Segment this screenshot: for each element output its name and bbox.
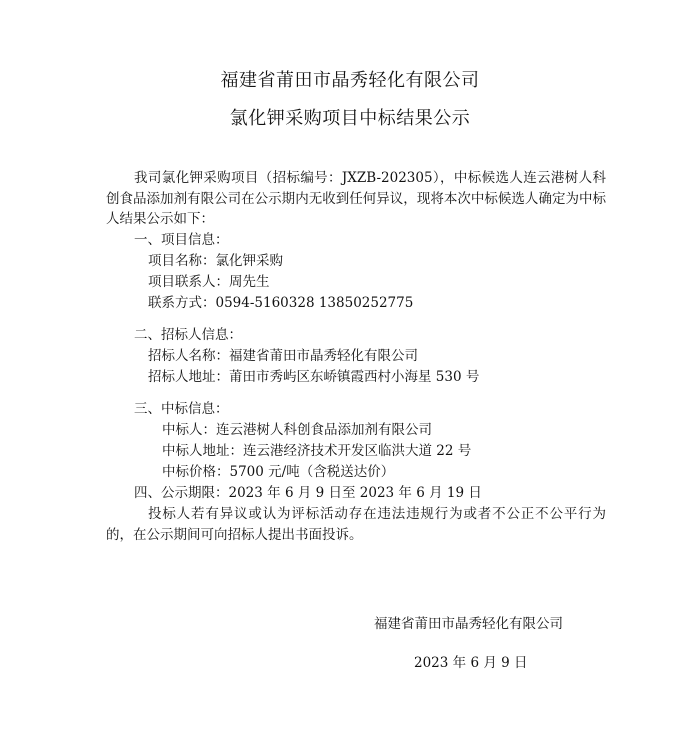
- section4-heading: 四、公示期限：2023 年 6 月 9 日至 2023 年 6 月 19 日: [134, 485, 482, 501]
- project-name: 项目名称：氯化钾采购: [148, 253, 283, 269]
- document-title: 氯化钾采购项目中标结果公示: [229, 108, 471, 129]
- project-contact: 项目联系人：周先生: [148, 274, 270, 290]
- signature-date: 2023 年 6 月 9 日: [414, 655, 528, 671]
- winner-name: 中标人：连云港树人科创食品添加剂有限公司: [162, 422, 432, 438]
- section2-heading: 二、招标人信息：: [134, 327, 242, 343]
- intro-paragraph: 我司氯化钾采购项目（招标编号：JXZB-202305），中标候选人连云港树人科创食品添加剂有限公司在公示期内无收到任何异议，现将本次中标候选人确定为中标人结果公示如下：: [106, 170, 606, 227]
- company-title: 福建省莆田市晶秀轻化有限公司: [220, 70, 480, 91]
- section3-heading: 三、中标信息：: [134, 401, 229, 417]
- winner-address: 中标人地址：连云港经济技术开发区临洪大道 22 号: [162, 443, 472, 459]
- tenderer-address: 招标人地址：莆田市秀屿区东峤镇霞西村小海星 530 号: [148, 369, 480, 385]
- project-phone: 联系方式：0594-5160328 13850252775: [148, 295, 414, 311]
- section1-heading: 一、项目信息：: [134, 232, 229, 248]
- winning-price: 中标价格：5700 元/吨（含税送达价）: [162, 464, 395, 480]
- tenderer-name: 招标人名称：福建省莆田市晶秀轻化有限公司: [148, 348, 418, 364]
- signature-company: 福建省莆田市晶秀轻化有限公司: [374, 616, 563, 632]
- objection-paragraph: 投标人若有异议或认为评标活动存在违法违规行为或者不公正不公平行为的，在公示期间可向招标人提出书面投诉。: [106, 506, 606, 543]
